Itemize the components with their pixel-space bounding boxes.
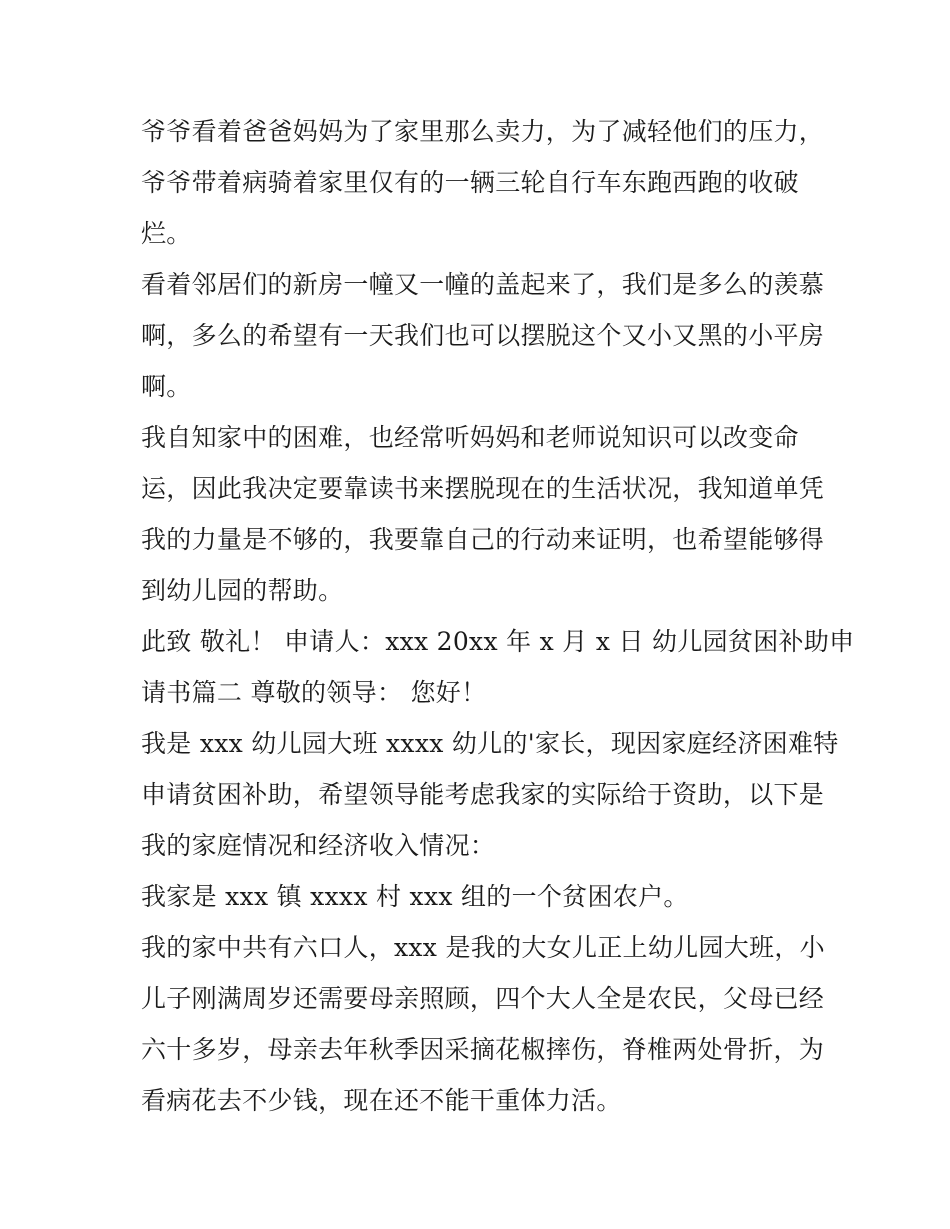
text-line: 此致 敬礼！ 申请人：xxx 20xx 年 x 月 x 日 幼儿园贫困补助申 bbox=[141, 627, 855, 656]
text-line: 爷爷看着爸爸妈妈为了家里那么卖力，为了减轻他们的压力， bbox=[141, 117, 825, 146]
text-line: 请书篇二 尊敬的领导： 您好！ bbox=[141, 678, 487, 707]
text-line: 运，因此我决定要靠读书来摆脱现在的生活状况，我知道单凭 bbox=[141, 474, 825, 503]
document-body bbox=[141, 106, 855, 1126]
text-line: 申请贫困补助，希望领导能考虑我家的实际给于资助，以下是 bbox=[141, 780, 825, 809]
text-line: 看病花去不少钱，现在还不能干重体力活。 bbox=[141, 1086, 622, 1115]
text-line: 我的家中共有六口人，xxx 是我的大女儿正上幼儿园大班，小 bbox=[141, 933, 825, 962]
text-line: 我自知家中的困难，也经常听妈妈和老师说知识可以改变命 bbox=[141, 423, 799, 452]
text-line: 看着邻居们的新房一幢又一幢的盖起来了，我们是多么的羡慕 bbox=[141, 270, 825, 299]
text-line: 六十多岁，母亲去年秋季因采摘花椒摔伤，脊椎两处骨折，为 bbox=[141, 1035, 825, 1064]
text-line: 我的力量是不够的，我要靠自己的行动来证明，也希望能够得 bbox=[141, 525, 825, 554]
text-line: 啊，多么的希望有一天我们也可以摆脱这个又小又黑的小平房 bbox=[141, 321, 825, 350]
text-line: 我家是 xxx 镇 xxxx 村 xxx 组的一个贫困农户。 bbox=[141, 882, 689, 911]
text-line: 儿子刚满周岁还需要母亲照顾，四个大人全是农民，父母已经 bbox=[141, 984, 825, 1013]
text-line: 到幼儿园的帮助。 bbox=[141, 576, 344, 605]
text-line: 爷爷带着病骑着家里仅有的一辆三轮自行车东跑西跑的收破 bbox=[141, 168, 799, 197]
text-line: 啊。 bbox=[141, 372, 192, 401]
text-line: 我的家庭情况和经济收入情况： bbox=[141, 831, 496, 860]
text-line: 烂。 bbox=[141, 219, 192, 248]
text-line: 我是 xxx 幼儿园大班 xxxx 幼儿的'家长，现因家庭经济困难特 bbox=[141, 729, 839, 758]
